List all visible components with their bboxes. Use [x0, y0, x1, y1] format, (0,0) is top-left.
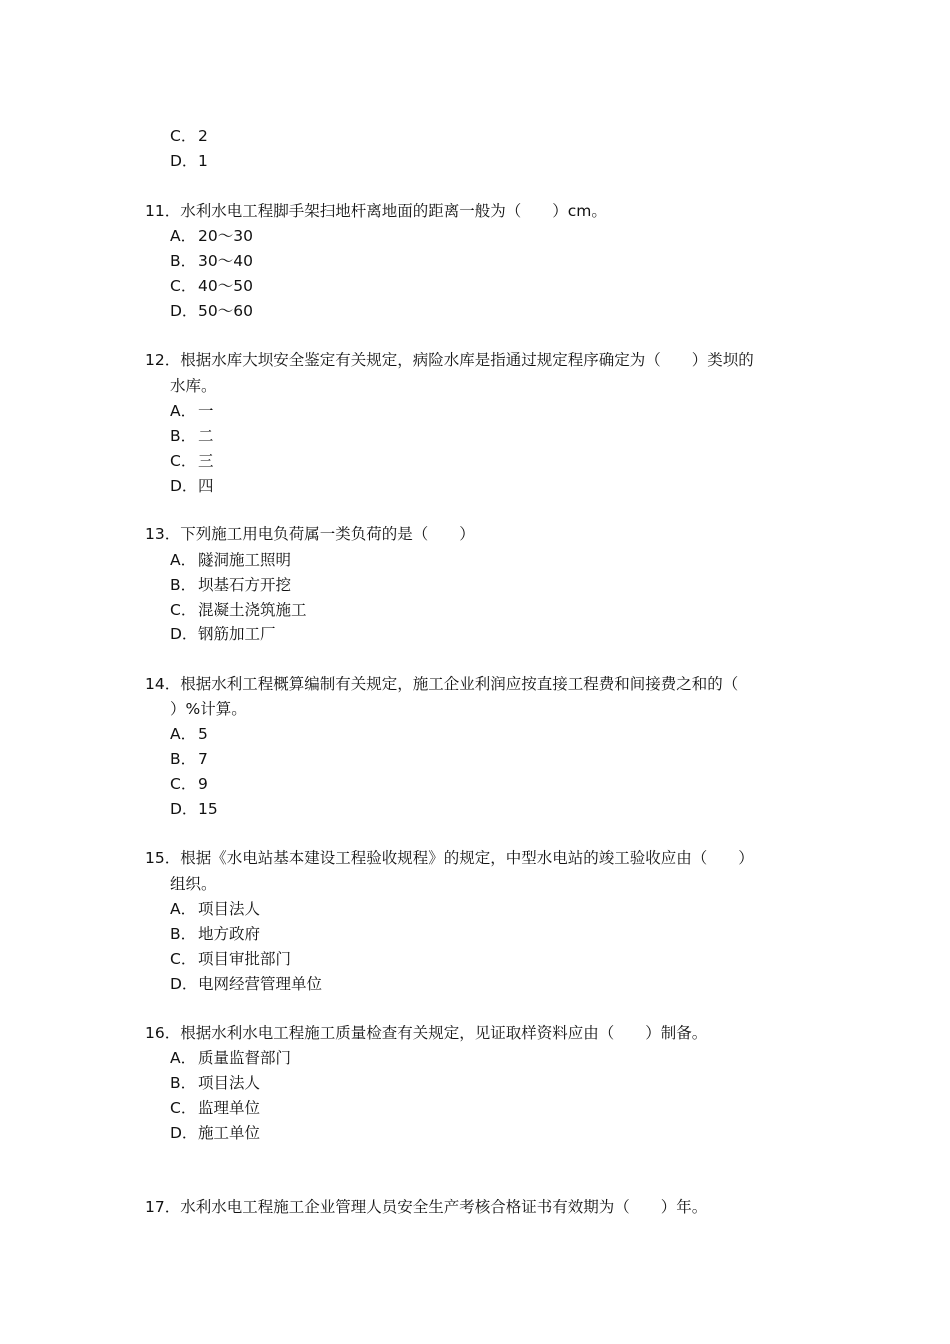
option-line	[170, 899, 260, 919]
option-letter: C．	[170, 127, 197, 145]
option-letter: A．	[170, 227, 197, 245]
option-letter: A．	[170, 551, 197, 569]
option-letter: D．	[170, 625, 198, 643]
option-text: 钢筋加工厂	[198, 625, 276, 643]
option-text: 混凝土浇筑施工	[198, 601, 307, 619]
option-text: 坝基石方开挖	[198, 576, 292, 594]
option-letter: D．	[170, 975, 198, 993]
option-text: 9	[198, 775, 208, 793]
option-line	[170, 226, 253, 246]
option-letter: A．	[170, 900, 197, 918]
option-text: 40～50	[198, 277, 253, 295]
question-text: 下列施工用电负荷属一类负荷的是（ ）	[180, 525, 475, 543]
question-14-stem	[145, 674, 738, 694]
option-line	[170, 974, 322, 994]
option-text: 三	[198, 452, 214, 470]
option-line	[170, 799, 218, 819]
question-text: 根据水利工程概算编制有关规定，施工企业利润应按直接工程费和间接费之和的（	[180, 675, 739, 693]
option-line	[170, 624, 276, 644]
option-letter: B．	[170, 252, 197, 270]
option-text: 项目法人	[198, 900, 261, 918]
question-number: 15．	[145, 849, 181, 867]
option-text: 5	[198, 725, 208, 743]
option-letter: A．	[170, 725, 197, 743]
option-letter: B．	[170, 1074, 197, 1092]
option-text: 监理单位	[198, 1099, 261, 1117]
option-letter: B．	[170, 925, 197, 943]
option-line	[170, 924, 260, 944]
option-text: 隧洞施工照明	[198, 551, 292, 569]
option-text: 15	[198, 800, 218, 818]
option-text: 地方政府	[198, 925, 261, 943]
option-line	[170, 749, 208, 769]
option-letter: D．	[170, 477, 198, 495]
option-text: 质量监督部门	[198, 1049, 292, 1067]
question-17-stem	[145, 1197, 707, 1217]
option-line	[170, 476, 214, 496]
option-line	[170, 301, 253, 321]
question-number: 11．	[145, 202, 181, 220]
question-text: 根据水库大坝安全鉴定有关规定，病险水库是指通过规定程序确定为（ ）类坝的	[180, 351, 754, 369]
option-letter: C．	[170, 1099, 197, 1117]
option-text: 2	[198, 127, 208, 145]
option-letter: B．	[170, 750, 197, 768]
question-16-stem	[145, 1023, 707, 1043]
option-line	[170, 251, 253, 271]
option-line	[170, 575, 291, 595]
option-line	[170, 276, 253, 296]
question-text: 根据水利水电工程施工质量检查有关规定，见证取样资料应由（ ）制备。	[180, 1024, 708, 1042]
option-text: 施工单位	[198, 1124, 261, 1142]
question-number: 12．	[145, 351, 181, 369]
option-text: 项目审批部门	[198, 950, 292, 968]
option-text: 电网经营管理单位	[198, 975, 323, 993]
option-line	[170, 451, 214, 471]
option-text: 1	[198, 152, 208, 170]
option-line	[170, 1048, 291, 1068]
question-15-continuation: 组织。	[170, 875, 217, 893]
question-12-continuation: 水库。	[170, 377, 217, 395]
option-letter: D．	[170, 1124, 198, 1142]
option-letter: C．	[170, 452, 197, 470]
question-number: 16．	[145, 1024, 181, 1042]
option-text: 四	[198, 477, 214, 495]
option-text: 20～30	[198, 227, 253, 245]
option-text: 一	[198, 402, 214, 420]
option-line	[170, 401, 214, 421]
question-text: 水利水电工程施工企业管理人员安全生产考核合格证书有效期为（ ）年。	[180, 1198, 708, 1216]
option-line	[170, 1123, 260, 1143]
option-letter: B．	[170, 576, 197, 594]
question-12-stem	[145, 350, 754, 370]
option-letter: D．	[170, 302, 198, 320]
option-line	[170, 600, 307, 620]
question-15-stem	[145, 848, 754, 868]
option-text: 30～40	[198, 252, 253, 270]
option-text: 50～60	[198, 302, 253, 320]
option-letter: A．	[170, 402, 197, 420]
option-line	[170, 774, 208, 794]
option-text: 二	[198, 427, 214, 445]
option-line	[170, 724, 208, 744]
option-line	[170, 126, 208, 146]
option-letter: C．	[170, 601, 197, 619]
question-number: 14．	[145, 675, 181, 693]
question-11-stem	[145, 201, 607, 221]
question-text: 水利水电工程脚手架扫地杆离地面的距离一般为（ ）cm。	[180, 202, 607, 220]
option-text: 7	[198, 750, 208, 768]
option-line	[170, 426, 214, 446]
option-letter: A．	[170, 1049, 197, 1067]
question-number: 17．	[145, 1198, 181, 1216]
option-letter: B．	[170, 427, 197, 445]
option-line	[170, 949, 291, 969]
option-text: 项目法人	[198, 1074, 261, 1092]
option-letter: D．	[170, 800, 198, 818]
option-line	[170, 151, 208, 171]
option-line	[170, 1073, 260, 1093]
question-text: 根据《水电站基本建设工程验收规程》的规定，中型水电站的竣工验收应由（ ）	[180, 849, 754, 867]
question-13-stem	[145, 524, 475, 544]
option-letter: C．	[170, 950, 197, 968]
option-letter: D．	[170, 152, 198, 170]
option-letter: C．	[170, 775, 197, 793]
question-14-continuation: ）%计算。	[170, 700, 247, 718]
option-line	[170, 550, 291, 570]
option-line	[170, 1098, 260, 1118]
question-number: 13．	[145, 525, 181, 543]
option-letter: C．	[170, 277, 197, 295]
